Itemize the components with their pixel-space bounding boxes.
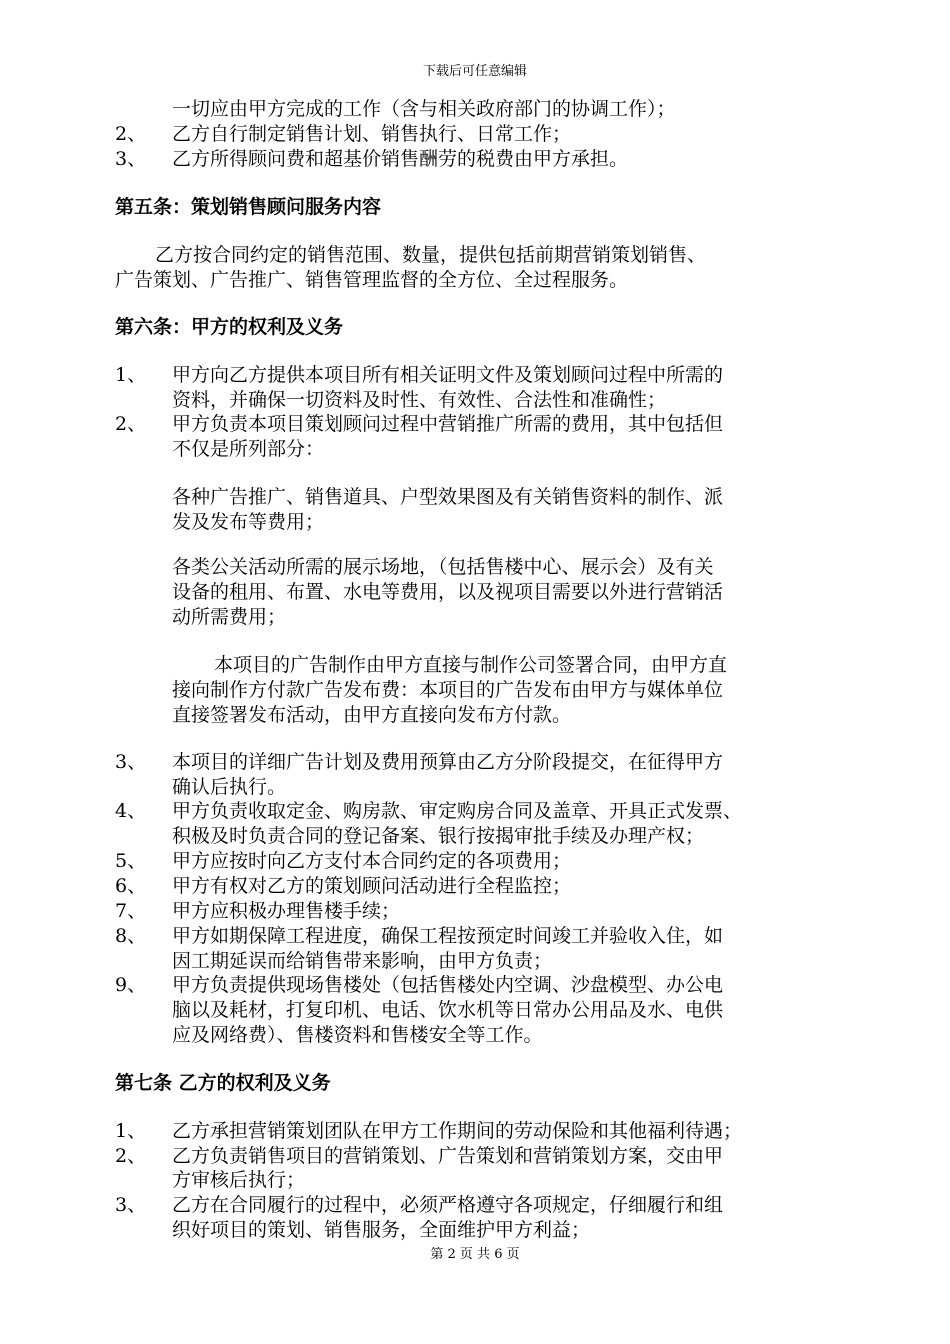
article-6-heading: 第六条：甲方的权利及义务 (115, 316, 344, 338)
intro-line: 一切应由甲方完成的工作（含与相关政府部门的协调工作）； (172, 98, 676, 120)
sub-paragraph: 接向制作方付款广告发布费：本项目的广告发布由甲方与媒体单位 (172, 679, 724, 701)
sub-paragraph: 各类公关活动所需的展示场地，（包括售楼中心、展示会）及有关 (172, 556, 714, 578)
list-item: 甲方负责收取定金、购房款、审定购房合同及盖章、开具正式发票、 (172, 800, 743, 822)
sub-paragraph: 本项目的广告制作由甲方直接与制作公司签署合同，由甲方直 (214, 654, 728, 676)
list-item: 乙方承担营销策划团队在甲方工作期间的劳动保险和其他福利待遇； (172, 1120, 743, 1142)
sub-paragraph: 发及发布等费用； (172, 511, 325, 533)
list-number: 3、 (115, 751, 147, 773)
list-number: 3、 (115, 148, 147, 170)
list-item: 不仅是所列部分： (172, 438, 325, 460)
list-item: 脑以及耗材，打复印机、电话、饮水机等日常办公用品及水、电供 (172, 999, 724, 1021)
list-item: 乙方所得顾问费和超基价销售酬劳的税费由甲方承担。 (172, 148, 629, 170)
list-item: 甲方应按时向乙方支付本合同约定的各项费用； (172, 850, 572, 872)
paragraph-line: 广告策划、广告推广、销售管理监督的全方位、全过程服务。 (115, 269, 629, 291)
page-header: 下载后可任意编辑 (422, 64, 527, 79)
list-item: 资料，并确保一切资料及时性、有效性、合法性和准确性； (172, 389, 667, 411)
list-number: 2、 (115, 1145, 147, 1167)
list-item: 织好项目的策划、销售服务，全面维护甲方利益； (172, 1219, 591, 1241)
list-item: 甲方负责本项目策划顾问过程中营销推广所需的费用，其中包括但 (172, 413, 724, 435)
article-5-heading: 第五条：策划销售顾问服务内容 (115, 196, 382, 218)
list-item: 甲方负责提供现场售楼处（包括售楼处内空调、沙盘模型、办公电 (172, 974, 724, 996)
list-item: 积极及时负责合同的登记备案、银行按揭审批手续及办理产权； (172, 825, 705, 847)
list-number: 9、 (115, 974, 147, 996)
list-item: 确认后执行。 (172, 776, 287, 798)
list-item: 应及网络费）、售楼资料和售楼安全等工作。 (172, 1024, 543, 1046)
list-item: 乙方在合同履行的过程中，必须严格遵守各项规定，仔细履行和组 (172, 1194, 724, 1216)
list-number: 6、 (115, 875, 147, 897)
list-item: 乙方自行制定销售计划、销售执行、日常工作； (172, 123, 572, 145)
sub-paragraph: 直接签署发布活动，由甲方直接向发布方付款。 (172, 704, 572, 726)
list-number: 8、 (115, 925, 147, 947)
sub-paragraph: 设备的租用、布置、水电等费用，以及视项目需要以外进行营销活 (172, 581, 724, 603)
list-item: 甲方应积极办理售楼手续； (172, 900, 401, 922)
list-number: 1、 (115, 364, 147, 386)
sub-paragraph: 各种广告推广、销售道具、户型效果图及有关销售资料的制作、派 (172, 486, 724, 508)
article-7-heading: 第七条 乙方的权利及义务 (115, 1072, 331, 1094)
page-footer: 第 2 页 共 6 页 (430, 1247, 520, 1262)
list-number: 3、 (115, 1194, 147, 1216)
paragraph-line: 乙方按合同约定的销售范围、数量，提供包括前期营销策划销售、 (155, 244, 707, 266)
sub-paragraph: 动所需费用； (172, 606, 287, 628)
list-item: 本项目的详细广告计划及费用预算由乙方分阶段提交，在征得甲方 (172, 751, 724, 773)
list-item: 甲方有权对乙方的策划顾问活动进行全程监控； (172, 875, 572, 897)
list-number: 5、 (115, 850, 147, 872)
list-number: 2、 (115, 123, 147, 145)
list-item: 甲方如期保障工程进度，确保工程按预定时间竣工并验收入住，如 (172, 925, 724, 947)
list-item: 乙方负责销售项目的营销策划、广告策划和营销策划方案，交由甲 (172, 1145, 724, 1167)
list-number: 4、 (115, 800, 147, 822)
list-item: 甲方向乙方提供本项目所有相关证明文件及策划顾问过程中所需的 (172, 364, 724, 386)
list-number: 2、 (115, 413, 147, 435)
list-number: 1、 (115, 1120, 147, 1142)
list-item: 方审核后执行； (172, 1169, 306, 1191)
list-item: 因工期延误而给销售带来影响，由甲方负责； (172, 950, 553, 972)
list-number: 7、 (115, 900, 147, 922)
